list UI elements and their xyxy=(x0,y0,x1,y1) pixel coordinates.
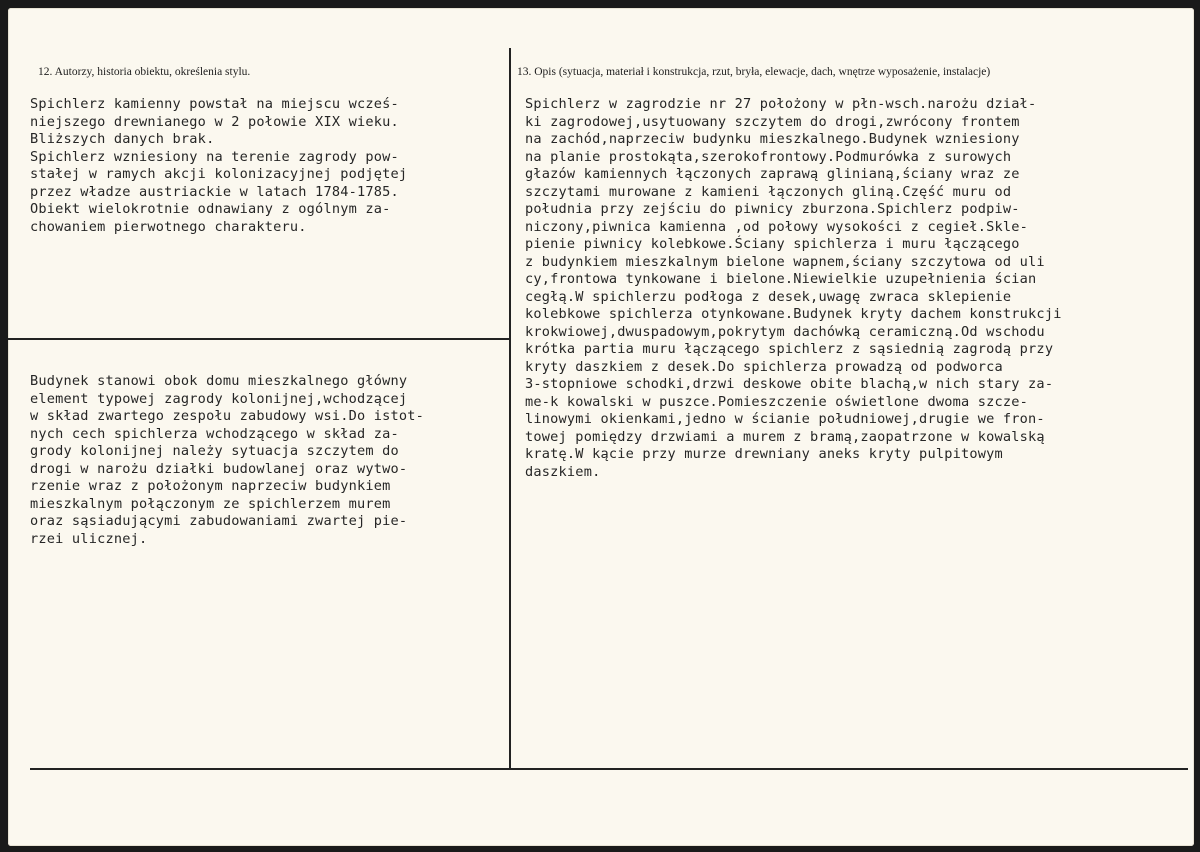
text-line: nych cech spichlerza wchodzącego w skład za- xyxy=(30,425,399,442)
text-line: Obiekt wielokrotnie odnawiany z ogólnym za- xyxy=(30,201,391,217)
text-line: kryty daszkiem z desek.Do spichlerza prowadzą od podworca xyxy=(525,358,1003,375)
description-heading: 13. Opis (sytuacja, materiał i konstrukcja, rzut, bryła, elewacje, dach, wnętrze wyposażenie, instalacje) xyxy=(517,66,991,78)
text-line: Bliższych danych brak. xyxy=(30,131,215,147)
text-line: cy,frontowa tynkowane i bielone.Niewielkie uzupełnienia ścian xyxy=(525,271,1037,287)
text-line: Spichlerz wzniesiony na terenie zagrody pow- xyxy=(30,148,399,165)
text-line: chowaniem pierwotnego charakteru. xyxy=(30,218,307,235)
text-line: stałej w ramych akcji kolonizacyjnej podjętej xyxy=(30,166,408,182)
text-line: niczony,piwnica kamienna ,od połowy wysokości z cegieł.Skle- xyxy=(525,218,1029,235)
description-text xyxy=(525,96,1062,481)
text-line: niejszego drewnianego w 2 połowie XIX wieku. xyxy=(30,113,399,130)
text-line: kolebkowe spichlerza otynkowane.Budynek kryty dachem konstrukcji xyxy=(525,306,1062,322)
text-line: Spichlerz kamienny powstał na miejscu wcześ- xyxy=(30,96,399,112)
text-line: z budynkiem mieszkalnym bielone wapnem,ściany szczytowa od uli xyxy=(525,253,1045,270)
text-line: Budynek stanowi obok domu mieszkalnego główny xyxy=(30,373,408,389)
significance-text xyxy=(30,373,424,548)
vertical-divider xyxy=(509,48,511,768)
text-line: linowymi okienkami,jedno w ścianie południowej,drugie we fron- xyxy=(525,411,1045,427)
text-line: przez władze austriackie w latach 1784-1785. xyxy=(30,183,399,200)
text-line: szczytami murowane z kamieni łączonych gliną.Część muru od xyxy=(525,183,1012,200)
text-line: w skład zwartego zespołu zabudowy wsi.Do istot- xyxy=(30,408,425,424)
history-heading: 12. Autorzy, historia obiektu, określenia stylu. xyxy=(38,66,251,78)
text-line: południa przy zejściu do piwnicy zburzona.Spichlerz podpiw- xyxy=(525,201,1020,217)
text-line: rzenie wraz z położonym naprzeciw budynkiem xyxy=(30,478,391,494)
text-line: grody kolonijnej należy sytuacja szczytem do xyxy=(30,443,399,459)
record-card xyxy=(8,8,1194,846)
text-line: krokwiowej,dwuspadowym,pokrytym dachówką ceramiczną.Od wschodu xyxy=(525,323,1045,340)
text-line: Spichlerz w zagrodzie nr 27 położony w płn-wsch.narożu dział- xyxy=(525,96,1037,112)
text-line: rzei ulicznej. xyxy=(30,530,148,547)
text-line: na zachód,naprzeciw budynku mieszkalnego.Budynek wzniesiony xyxy=(525,131,1020,147)
text-line: ki zagrodowej,usytuowany szczytem do drogi,zwrócony frontem xyxy=(525,113,1020,130)
text-line: na planie prostokąta,szerokofrontowy.Podmurówka z surowych xyxy=(525,148,1012,165)
text-line: element typowej zagrody kolonijnej,wchodzącej xyxy=(30,390,408,407)
text-line: cegłą.W spichlerzu podłoga z desek,uwagę zwraca sklepienie xyxy=(525,288,1012,305)
text-line: pienie piwnicy kolebkowe.Ściany spichlerza i muru łączącego xyxy=(525,236,1020,252)
left-column-divider xyxy=(8,338,510,340)
text-line: drogi w narożu działki budowlanej oraz wytwo- xyxy=(30,460,408,477)
text-line: mieszkalnym połączonym ze spichlerzem murem xyxy=(30,495,391,512)
text-line: daszkiem. xyxy=(525,463,601,480)
text-line: towej pomiędzy drzwiami a murem z bramą,zaopatrzone w kowalską xyxy=(525,428,1045,445)
text-line: krótka partia muru łączącego spichlerz z sąsiednią zagrodą przy xyxy=(525,341,1054,357)
text-line: me-k kowalski w puszce.Pomieszczenie oświetlone dwoma szcze- xyxy=(525,393,1029,410)
text-line: 3-stopniowe schodki,drzwi deskowe obite blachą,w nich stary za- xyxy=(525,376,1054,392)
bottom-rule xyxy=(30,768,1188,770)
history-text xyxy=(30,96,407,236)
text-line: kratę.W kącie przy murze drewniany aneks kryty pulpitowym xyxy=(525,446,1003,462)
text-line: oraz sąsiadującymi zabudowaniami zwartej pie- xyxy=(30,513,408,529)
text-line: głazów kamiennych łączonych zaprawą glinianą,ściany wraz ze xyxy=(525,166,1020,182)
